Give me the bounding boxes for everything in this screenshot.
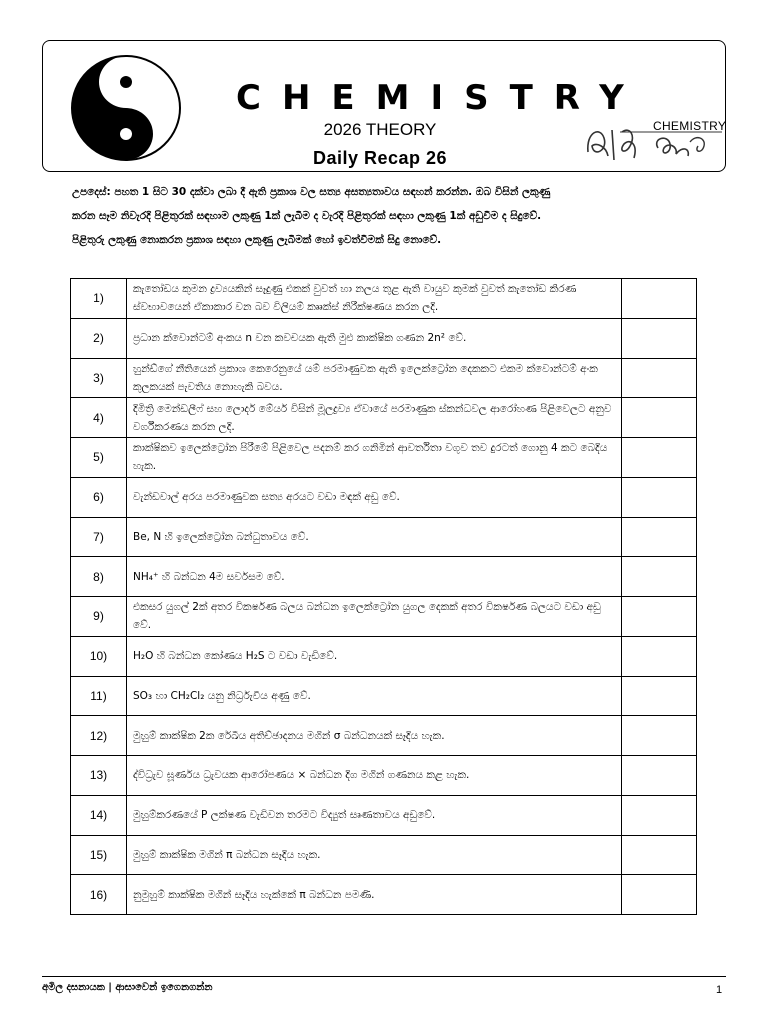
question-row [71, 517, 697, 557]
answer-cell[interactable] [621, 438, 696, 478]
question-row [71, 279, 697, 319]
question-statement: මුහුම් කාක්ෂික මගින් π බන්ධන සෑදිය හැක. [127, 835, 622, 875]
question-number: 4) [71, 398, 127, 438]
question-statement: නුමුහුම් කාක්ෂික මගින් සෑදිය හැක්කේ π බන්ධන පමණි. [127, 875, 622, 915]
instruction-line: පිළිතුරු ලකුණු නොකරන ප්‍රකාශ සඳහා ලකුණු ලැබීමක් හෝ ඉවත්වීමක් සිදු නොවේ. [72, 234, 442, 246]
instructions [72, 180, 696, 252]
answer-cell[interactable] [621, 279, 696, 319]
question-number: 14) [71, 795, 127, 835]
question-statement: ප්‍රධාන ක්වොන්ටම් අංකය n වන කවචයක ඇති මුළු කාක්ෂික ගණන 2n² වේ. [127, 318, 622, 358]
question-number: 6) [71, 477, 127, 517]
question-row [71, 438, 697, 478]
question-statement: Be, N හි ඉලෙක්ට්‍රෝන බන්ධුතාවය වේ. [127, 517, 622, 557]
question-row [71, 477, 697, 517]
answer-cell[interactable] [621, 756, 696, 796]
question-row [71, 318, 697, 358]
footer-author: අමිල දසනායක | ආසාවෙන් ඉගෙනගන්න [42, 982, 213, 993]
question-statement: කැතෝඩය කුමන ද්‍රව්‍යයකින් සෑදුණු එකක් වුවත් හා නලය තුළ ඇති වායුව කුමක් වුවත් කැතෝඩ කිරණ ස්වභාවයෙන් ඒකාකාර වන බව විලියම් ක්‍රූක්ස් නිරීක්ෂණය කරන ලදි. [127, 279, 622, 319]
question-row [71, 636, 697, 676]
question-number: 1) [71, 279, 127, 319]
recap-title: Daily Recap 26 [312, 148, 448, 168]
question-statement: ද්විධ්‍රැව ඝූර්ණය ධ්‍රැවයක ආරෝපණය × බන්ධන දිග මගින් ගණනය කළ හැක. [127, 756, 622, 796]
page-title: CHEMISTRY [236, 78, 645, 118]
question-number: 10) [71, 636, 127, 676]
question-statement: එකසර යුගල් 2ක් අතර විකර්ෂණ බලය බන්ධන ඉලෙක්ට්‍රෝන යුගල දෙකක් අතර විකර්ෂණ බලයට වඩා අඩු වේ. [127, 597, 622, 637]
question-row [71, 716, 697, 756]
answer-cell[interactable] [621, 795, 696, 835]
subtitle: 2026 THEORY [323, 120, 437, 139]
question-statement: NH₄⁺ හි බන්ධන 4ම සර්වසම වේ. [127, 557, 622, 597]
question-row [71, 875, 697, 915]
page-number: 1 [716, 984, 723, 996]
answer-cell[interactable] [621, 676, 696, 716]
question-row [71, 557, 697, 597]
question-row [71, 676, 697, 716]
answer-cell[interactable] [621, 716, 696, 756]
question-row [71, 597, 697, 637]
question-statement: දිමිත්‍රි මෙන්ඩලීෆ් සහ ලොදර් මේයර් විසින් මූලද්‍රව්‍ය ඒවායේ පරමාණුක ස්කන්ධවල ආරෝහණ පිළිවෙලට අනුව වර්ගීකරණය කරන ලදි. [127, 398, 622, 438]
question-statement: මුහුම් කාක්ෂික 2ක රේඛීය අතිච්ඡාදනය මගින් σ බන්ධනයක් සෑදිය හැක. [127, 716, 622, 756]
instruction-line: උපදෙස්: පහත 1 සිට 30 දක්වා ලබා දී ඇති ප්‍රකාශ වල සත්‍ය අසත්‍යතාවය සඳහන් කරන්න. ඔබ විසින් ලකුණු [72, 186, 551, 198]
question-number: 9) [71, 597, 127, 637]
question-row [71, 398, 697, 438]
answer-cell[interactable] [621, 875, 696, 915]
question-statement: වැන්ඩවාල් අරය පරමාණුවක සත්‍ය අරයට වඩා මඳක් අඩු වේ. [127, 477, 622, 517]
yin-yang-logo-icon [70, 54, 182, 162]
question-number: 13) [71, 756, 127, 796]
question-row [71, 358, 697, 398]
answer-cell[interactable] [621, 636, 696, 676]
answer-cell[interactable] [621, 318, 696, 358]
answer-cell[interactable] [621, 557, 696, 597]
answer-cell[interactable] [621, 517, 696, 557]
questions-table [70, 278, 697, 915]
answer-cell[interactable] [621, 477, 696, 517]
question-number: 2) [71, 318, 127, 358]
question-statement: කාක්ෂිකව ඉලෙක්ට්‍රෝන පිරීමේ පිළිවෙල පදනම් කර ගනිමින් ආවර්තිතා වගුව තව දුරටත් ගොනු 4 කට බෙදිය හැක. [127, 438, 622, 478]
answer-cell[interactable] [621, 358, 696, 398]
question-number: 15) [71, 835, 127, 875]
question-number: 12) [71, 716, 127, 756]
question-row [71, 795, 697, 835]
question-row [71, 835, 697, 875]
instruction-line: කරන සෑම නිවැරදි පිළිතුරක් සඳහාම ලකුණු 1ක් ලැබීම ද වැරදි පිළිතුරක් සඳහා ලකුණු 1ක් අඩුවීම ද සිදුවේ. [72, 210, 542, 222]
question-statement: මුහුම්කරණයේ P ලක්ෂණ වැඩිවන තරමට විද්‍යුත් සෘණතාවය අඩුවේ. [127, 795, 622, 835]
question-statement: හුන්ඩ්ගේ නීතියෙන් ප්‍රකාශ කෙරෙනුයේ යම් පරමාණුවක ඇති ඉලෙක්ට්‍රෝන දෙකකට එකම ක්වොන්ටම් අංක කුලකයක් පැවතිය නොහැකි බවය. [127, 358, 622, 398]
question-number: 7) [71, 517, 127, 557]
question-number: 5) [71, 438, 127, 478]
question-number: 8) [71, 557, 127, 597]
question-statement: SO₃ හා CH₂Cl₂ යනු නිර්ධ්‍රැවීය අණු වේ. [127, 676, 622, 716]
question-statement: H₂O හි බන්ධන කෝණය H₂S ට වඩා වැඩිවේ. [127, 636, 622, 676]
answer-cell[interactable] [621, 835, 696, 875]
answer-cell[interactable] [621, 597, 696, 637]
question-number: 3) [71, 358, 127, 398]
logo-label: CHEMISTRY [653, 119, 727, 133]
answer-cell[interactable] [621, 398, 696, 438]
footer-divider [42, 976, 726, 977]
question-number: 16) [71, 875, 127, 915]
question-number: 11) [71, 676, 127, 716]
question-row [71, 756, 697, 796]
